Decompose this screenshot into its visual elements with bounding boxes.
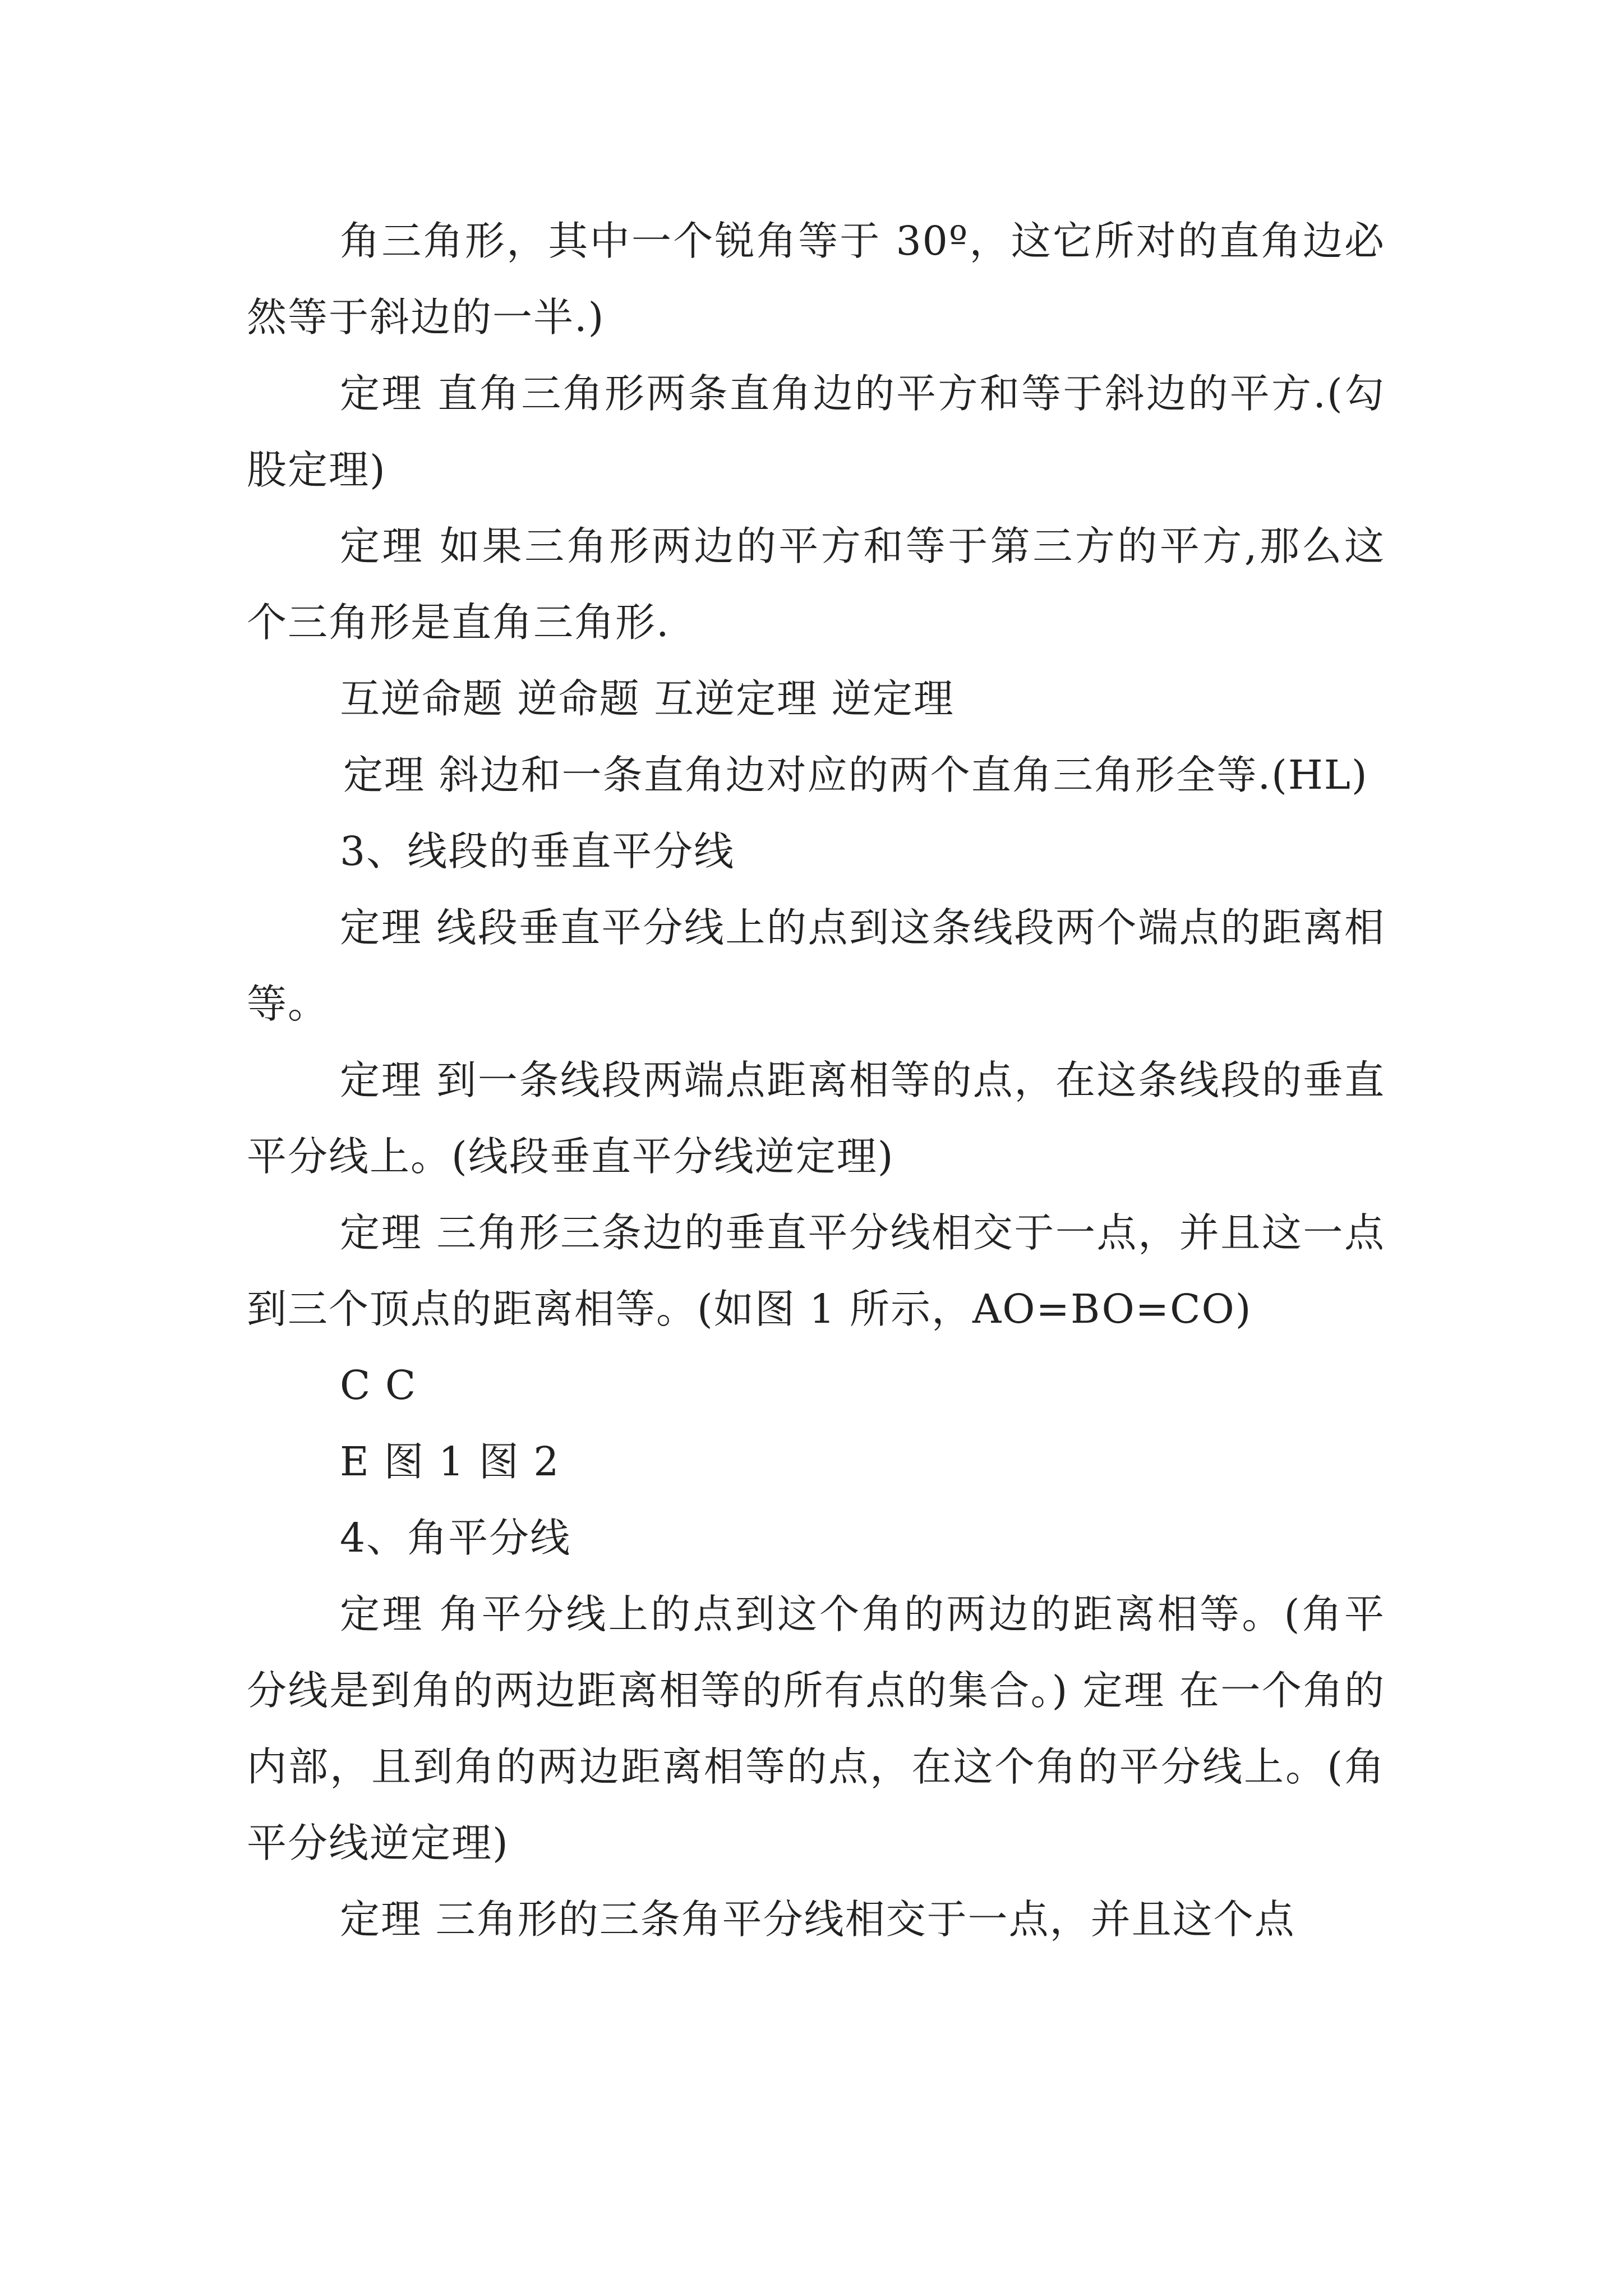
section-heading-3: 3、线段的垂直平分线 <box>340 828 735 875</box>
figure-labels-1: C C <box>340 1362 417 1409</box>
paragraph-7: 定理 到一条线段两端点距离相等的点，在这条线段的垂直平分线上。(线段垂直平分线逆定理) <box>247 1057 1385 1180</box>
paragraph-1: 角三角形，其中一个锐角等于 30º，这它所对的直角边必然等于斜边的一半.) <box>247 218 1385 341</box>
paragraph-10: 定理 三角形的三条角平分线相交于一点，并且这个点 <box>340 1896 1295 1943</box>
figure-captions: E 图 1 图 2 <box>340 1438 560 1485</box>
document-body <box>247 203 1385 1958</box>
section-heading-4: 4、角平分线 <box>340 1515 571 1561</box>
paragraph-6: 定理 线段垂直平分线上的点到这条线段两个端点的距离相等。 <box>247 904 1385 1027</box>
paragraph-9: 定理 角平分线上的点到这个角的两边的距离相等。(角平分线是到角的两边距离相等的所有点的集合。) 定理 在一个角的内部，且到角的两边距离相等的点，在这个角的平分线上。(角平分线逆定理) <box>247 1591 1385 1866</box>
paragraph-2: 定理 直角三角形两条直角边的平方和等于斜边的平方.(勾股定理) <box>247 370 1385 493</box>
paragraph-8: 定理 三角形三条边的垂直平分线相交于一点，并且这一点到三个顶点的距离相等。(如图 1 所示，AO=BO=CO) <box>247 1209 1385 1332</box>
paragraph-4: 互逆命题 逆命题 互逆定理 逆定理 <box>340 675 955 722</box>
paragraph-5: 定理 斜边和一条直角边对应的两个直角三角形全等.(HL) <box>343 752 1368 798</box>
paragraph-3: 定理 如果三角形两边的平方和等于第三方的平方,那么这个三角形是直角三角形. <box>247 523 1385 646</box>
